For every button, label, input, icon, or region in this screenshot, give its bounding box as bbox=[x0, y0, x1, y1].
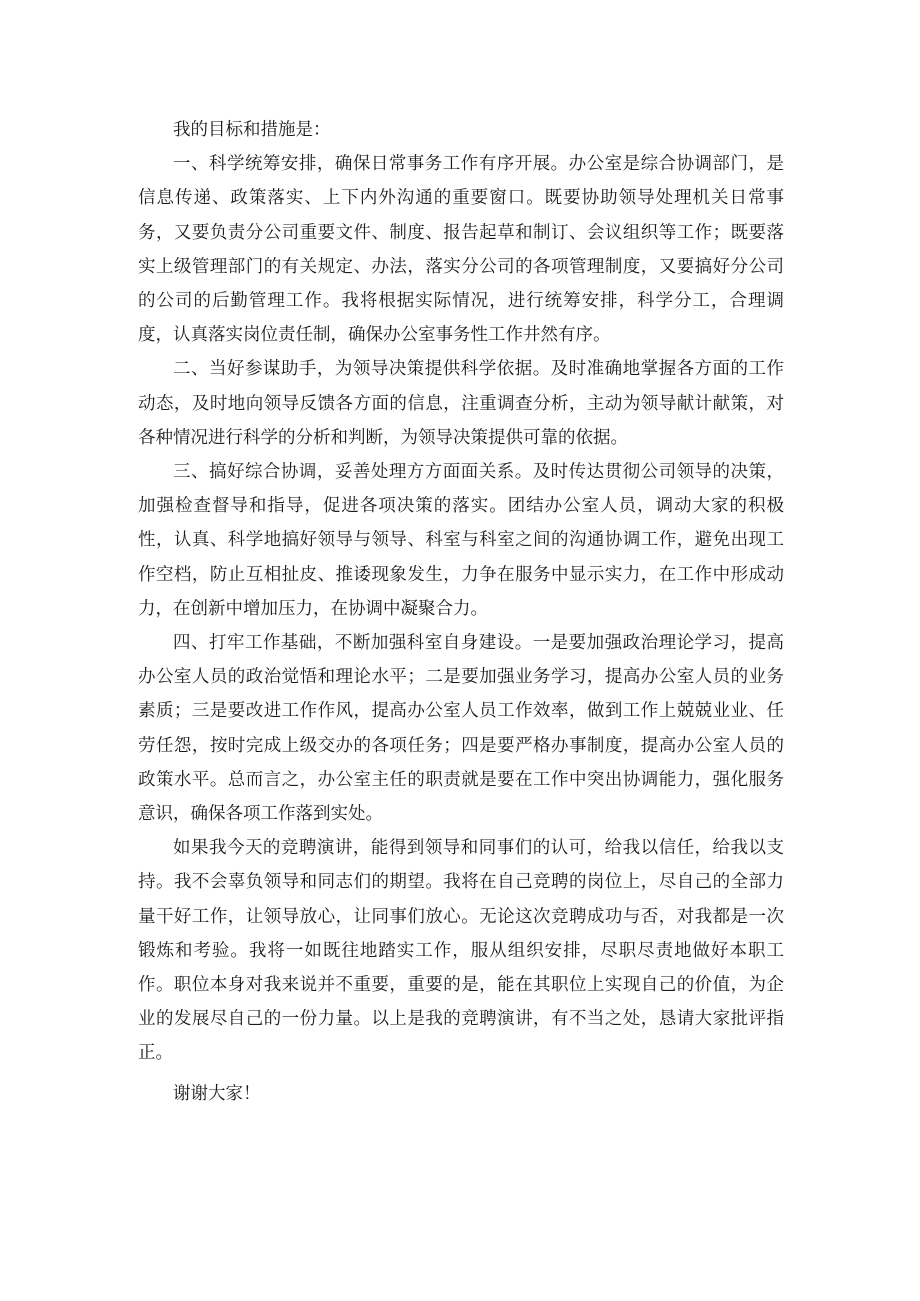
paragraph-goal-3: 三、搞好综合协调，妥善处理方方面面关系。及时传达贯彻公司领导的决策，加强检查督导和指导，促进各项决策的落实。团结办公室人员，调动大家的积极性，认真、科学地搞好领导与领导、科室与科室之间的沟通协调工作，避免出现工作空档，防止互相扯皮、推诿现象发生，力争在服务中显示实力，在工作中形成动力，在创新中增加压力，在协调中凝聚合力。 bbox=[138, 462, 784, 619]
intro-line: 我的目标和措施是： bbox=[173, 120, 331, 140]
closing-thanks: 谢谢大家！ bbox=[173, 1083, 261, 1104]
paragraph-goal-1: 一、科学统筹安排，确保日常事务工作有序开展。办公室是综合协调部门，是信息传递、政策落实、上下内外沟通的重要窗口。既要协助领导处理机关日常事务，又要负责分公司重要文件、制度、报告起草和制订、会议组织等工作；既要落实上级管理部门的有关规定、办法，落实分公司的各项管理制度，又要搞好分公司的公司的后勤管理工作。我将根据实际情况，进行统筹安排，科学分工，合理调度，认真落实岗位责任制，确保办公室事务性工作井然有序。 bbox=[138, 154, 784, 346]
paragraph-goal-4: 四、打牢工作基础，不断加强科室自身建设。一是要加强政治理论学习，提高办公室人员的政治觉悟和理论水平；二是要加强业务学习，提高办公室人员的业务素质；三是要改进工作作风，提高办公室人员工作效率，做到工作上兢兢业业、任劳任怨，按时完成上级交办的各项任务；四是要严格办事制度，提高办公室人员的政策水平。总而言之，办公室主任的职责就是要在工作中突出协调能力，强化服务意识，确保各项工作落到实处。 bbox=[138, 633, 784, 825]
paragraph-goal-2: 二、当好参谋助手，为领导决策提供科学依据。及时准确地掌握各方面的工作动态，及时地向领导反馈各方面的信息，注重调查分析，主动为领导献计献策，对各种情况进行科学的分析和判断，为领导决策提供可靠的依据。 bbox=[138, 359, 784, 448]
document-body bbox=[138, 113, 784, 1111]
paragraph-conclusion: 如果我今天的竞聘演讲，能得到领导和同事们的认可，给我以信任，给我以支持。我不会辜负领导和同志们的期望。我将在自己竞聘的岗位上，尽自己的全部力量干好工作，让领导放心，让同事们放心。无论这次竞聘成功与否，对我都是一次锻炼和考验。我将一如既往地踏实工作，服从组织安排，尽职尽责地做好本职工作。职位本身对我来说并不重要，重要的是，能在其职位上实现自己的价值，为企业的发展尽自己的一份力量。以上是我的竞聘演讲，有不当之处，恳请大家批评指正。 bbox=[138, 838, 784, 1064]
